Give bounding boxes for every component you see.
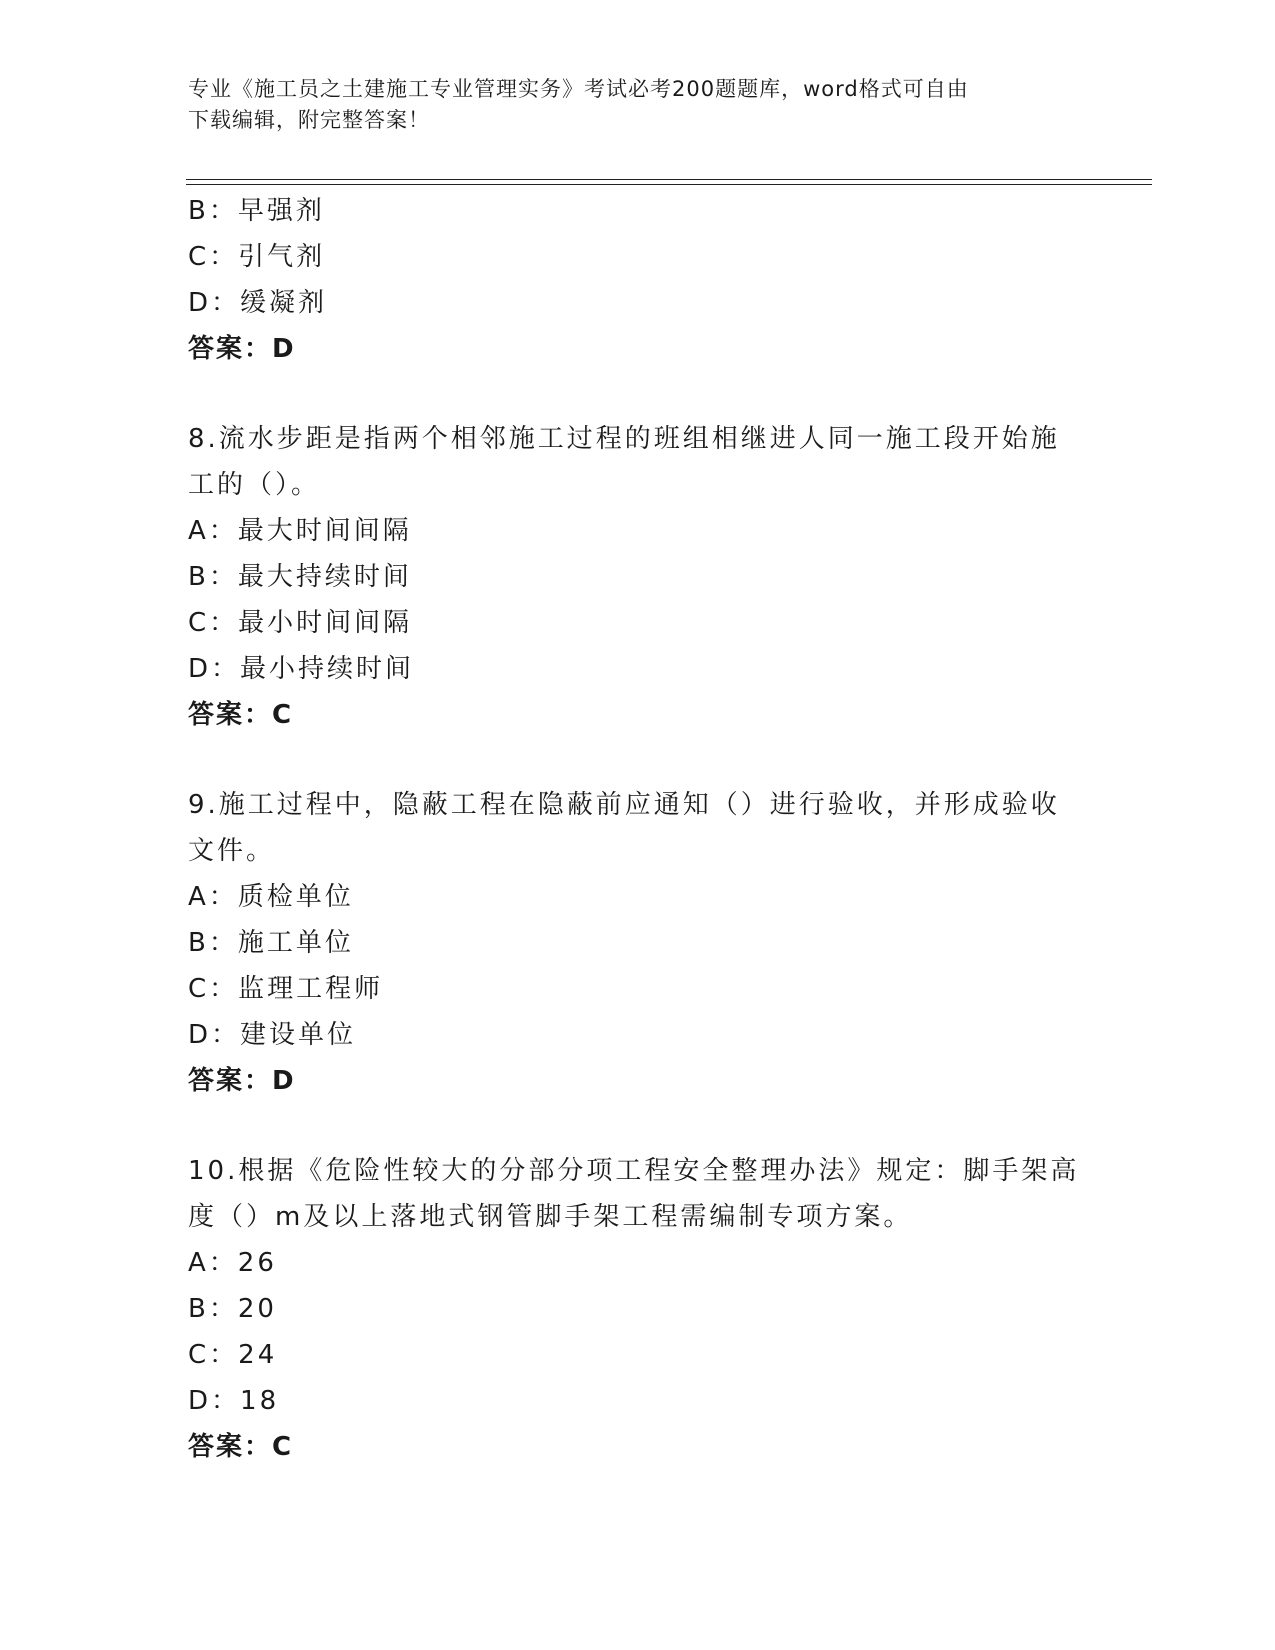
option-c: C：引气剂 — [188, 242, 326, 272]
option-d: D：最小持续时间 — [188, 654, 415, 684]
header-rule-top — [186, 179, 1152, 180]
header-line-2: 下载编辑，附完整答案！ — [188, 108, 430, 132]
option-b: B：早强剂 — [188, 196, 325, 226]
option-c: C：24 — [188, 1340, 278, 1370]
option-d: D：缓凝剂 — [188, 288, 328, 318]
option-d: D：建设单位 — [188, 1020, 357, 1050]
answer: 答案：C — [188, 1432, 294, 1462]
answer: 答案：D — [188, 334, 296, 364]
question-text-line-1: 8.流水步距是指两个相邻施工过程的班组相继进人同一施工段开始施 — [188, 424, 1060, 454]
question-8 — [188, 416, 1088, 738]
option-d: D：18 — [188, 1386, 280, 1416]
option-b: B：施工单位 — [188, 928, 354, 958]
answer: 答案：D — [188, 1066, 296, 1096]
option-a: A：最大时间间隔 — [188, 516, 412, 546]
question-text-line-2: 文件。 — [188, 836, 276, 866]
question-text-line-2: 度（）m及以上落地式钢管脚手架工程需编制专项方案。 — [188, 1202, 913, 1232]
question-list — [188, 188, 1088, 1470]
question-text-line-1: 10.根据《危险性较大的分部分项工程安全整理办法》规定：脚手架高 — [188, 1156, 1080, 1186]
option-a: A：质检单位 — [188, 882, 354, 912]
answer: 答案：C — [188, 700, 294, 730]
option-a: A：26 — [188, 1248, 277, 1278]
option-b: B：最大持续时间 — [188, 562, 412, 592]
header-rule-bottom — [186, 184, 1152, 185]
document-header — [188, 74, 1068, 136]
option-b: B：20 — [188, 1294, 277, 1324]
question-text-line-1: 9.施工过程中，隐蔽工程在隐蔽前应通知（）进行验收，并形成验收 — [188, 790, 1060, 820]
question-10 — [188, 1148, 1088, 1470]
option-c: C：最小时间间隔 — [188, 608, 413, 638]
question-text-line-2: 工的（）。 — [188, 470, 321, 500]
option-c: C：监理工程师 — [188, 974, 384, 1004]
continued-question — [188, 188, 1088, 372]
header-line-1: 专业《施工员之土建施工专业管理实务》考试必考200题题库，word格式可自由 — [188, 77, 969, 101]
question-9 — [188, 782, 1088, 1104]
